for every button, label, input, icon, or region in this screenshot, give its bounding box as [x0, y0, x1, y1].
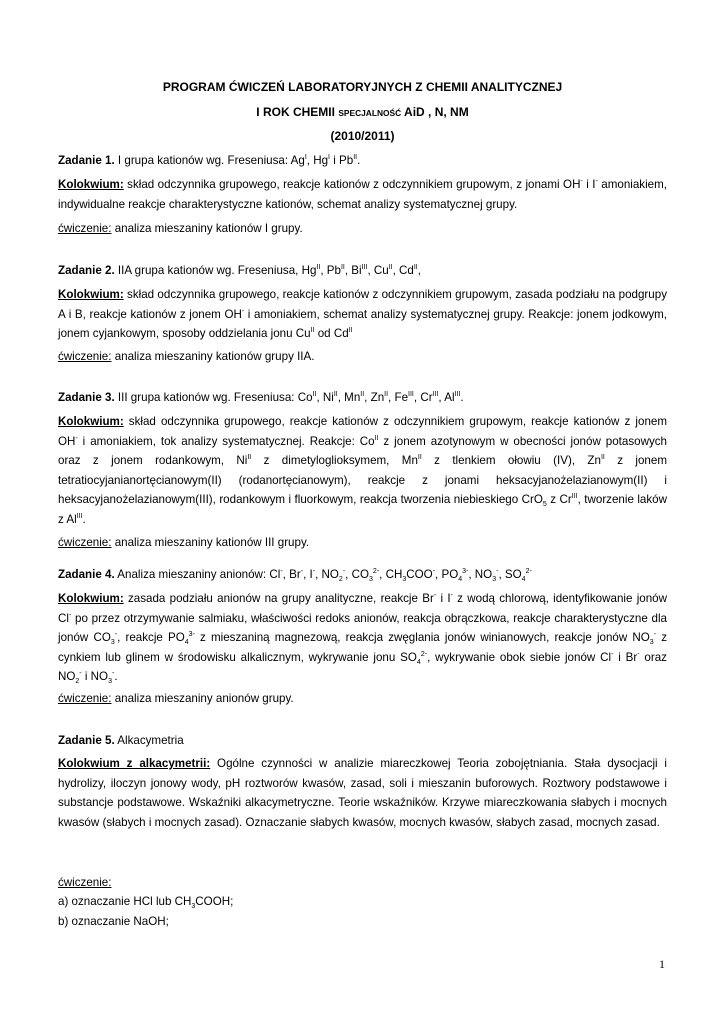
task-3-exercise: ćwiczenie: analiza mieszaniny kationów III grupy. — [58, 536, 310, 549]
task-5-exercise-a: a) oznaczanie HCl lub $CH_3COOH$; — [58, 895, 234, 910]
task-5-exercise-label: ćwiczenie: — [58, 876, 112, 889]
task-3-heading: Zadanie 3. III grupa kationów wg. Freseniusa: $Co^{II}$, $Ni^{II}$, $Mn^{II}$, $Zn^{II}$, $Fe^{III}$, $Cr^{III}$, $Al^{III}$. — [58, 391, 464, 404]
task-4-heading: Zadanie 4. Analiza mieszaniny anionów: Cl-, Br-, I-, $NO_2^-$, $CO_3^{2-}$, $CH_3COO^-$, $PO_4^{3-}$, $NO_3^-$, $SO_4^{2-}$ — [58, 568, 532, 583]
header-year: (2010/2011) — [330, 129, 395, 143]
task-1-exercise: ćwiczenie: analiza mieszaniny kationów I grupy. — [58, 222, 303, 235]
task-3-kolokwium: Kolokwium: skład odczynnika grupowego, reakcje kationów z odczynnikiem grupowym, reakcje kationów z jonem OH- i amoniakiem, tok analizy systematycznej. Reakcje: $Co^{II}$ z jonem azotynowym w obecności jonów potasowych oraz z jonem rodankowym, $Ni^{II}$ z dimetyloglioksymem, $Mn^{II}$ z tlenkiem ołowiu (IV), $Zn^{II}$ z jonem tetratiocyjanianortęcianowym(II) (rodanortęcianowym), reakcje z jonami heksacyjanożelazianowym(II) i heksacyjanożelazianowym(III), rodankowym i fluorkowym, reakcja tworzenia niebieskiego CrO$_5$ z $Cr^{III}$, tworzenie laków z $Al^{III}$. — [58, 415, 667, 526]
task-4-kolokwium: Kolokwium: zasada podziału anionów na grupy analityczne, reakcje Br- i I- z wodą chlorową, identyfikowanie jonów Cl- po przez otrzymywanie salmiaku, właściwości redoks anionów, reakcja obrączkowa, reakcje charakterystyczne dla jonów $CO_3^-$, reakcje $PO_4^{3-}$ z mieszaniną magnezową, reakcja zwęglania jonów winianowych, reakcje jonów $NO_3^-$ z cynkiem lub glinem w środowisku alkalicznym, wykrywanie jonu $SO_4^{2-}$, wykrywanie obok siebie jonów Cl- i Br- oraz $NO_2^-$ i $NO_3^-$. — [58, 592, 667, 686]
task-5-heading: Zadanie 5. Alkacymetria — [58, 734, 184, 747]
page-number: 1 — [659, 957, 665, 971]
task-5-exercise-b: b) oznaczanie NaOH; — [58, 915, 169, 928]
header-title-line2: I ROK CHEMII SPECJALNOŚĆ AiD , N, NM — [256, 105, 469, 119]
task-2-kolokwium: Kolokwium: skład odczynnika grupowego, reakcje kationów z odczynnikiem grupowym, zasada podziału na podgrupy A i B, reakcje kationów z jonem OH- i amoniakiem, schemat analizy systematycznej grupy. Reakcje: jonem jodkowym, jonem cyjankowym, sposoby oddzielania jonu $Cu^{II}$ od $Cd^{II}$ — [58, 288, 667, 341]
task-4-exercise: ćwiczenie: analiza mieszaniny anionów grupy. — [58, 692, 294, 705]
task-2-heading: Zadanie 2. IIA grupa kationów wg. Freseniusa, $Hg^{II}$, $Pb^{II}$, $Bi^{III}$, $Cu^{II}$, $Cd^{II}$, — [58, 264, 421, 277]
task-2-exercise: ćwiczenie: analiza mieszaniny kationów grupy IIA. — [58, 350, 315, 363]
header-title-line1: PROGRAM ĆWICZEŃ LABORATORYJNYCH Z CHEMII ANALITYCZNEJ — [162, 80, 563, 94]
task-1-heading: Zadanie 1. I grupa kationów wg. Freseniusa: $Ag^I$, $Hg^I$ i $Pb^{II}$. — [58, 154, 361, 167]
task-1-kolokwium: Kolokwium: skład odczynnika grupowego, reakcje kationów z odczynnikiem grupowym, z jonami OH- i I- amoniakiem, indywidualne reakcje charakterystyczne kationów, schemat analizy systematycznej grupy. — [58, 178, 667, 211]
task-5-kolokwium: Kolokwium z alkacymetrii: Ogólne czynności w analizie miareczkowej Teoria zobojętniania. Stała dysocjacji i hydrolizy, iloczyn jonowy wody, pH roztworów kwasów, zasad, soli i mieszanin buforowych. Roztwory podstawowe i substancje podstawowe. Wskaźniki alkacymetryczne. Teorie wskaźników. Krzywe miareczkowania słabych i mocnych kwasów (słabych i mocnych zasad). Oznaczanie słabych kwasów, mocnych kwasów, słabych zasad, mocnych zasad. — [58, 757, 668, 829]
